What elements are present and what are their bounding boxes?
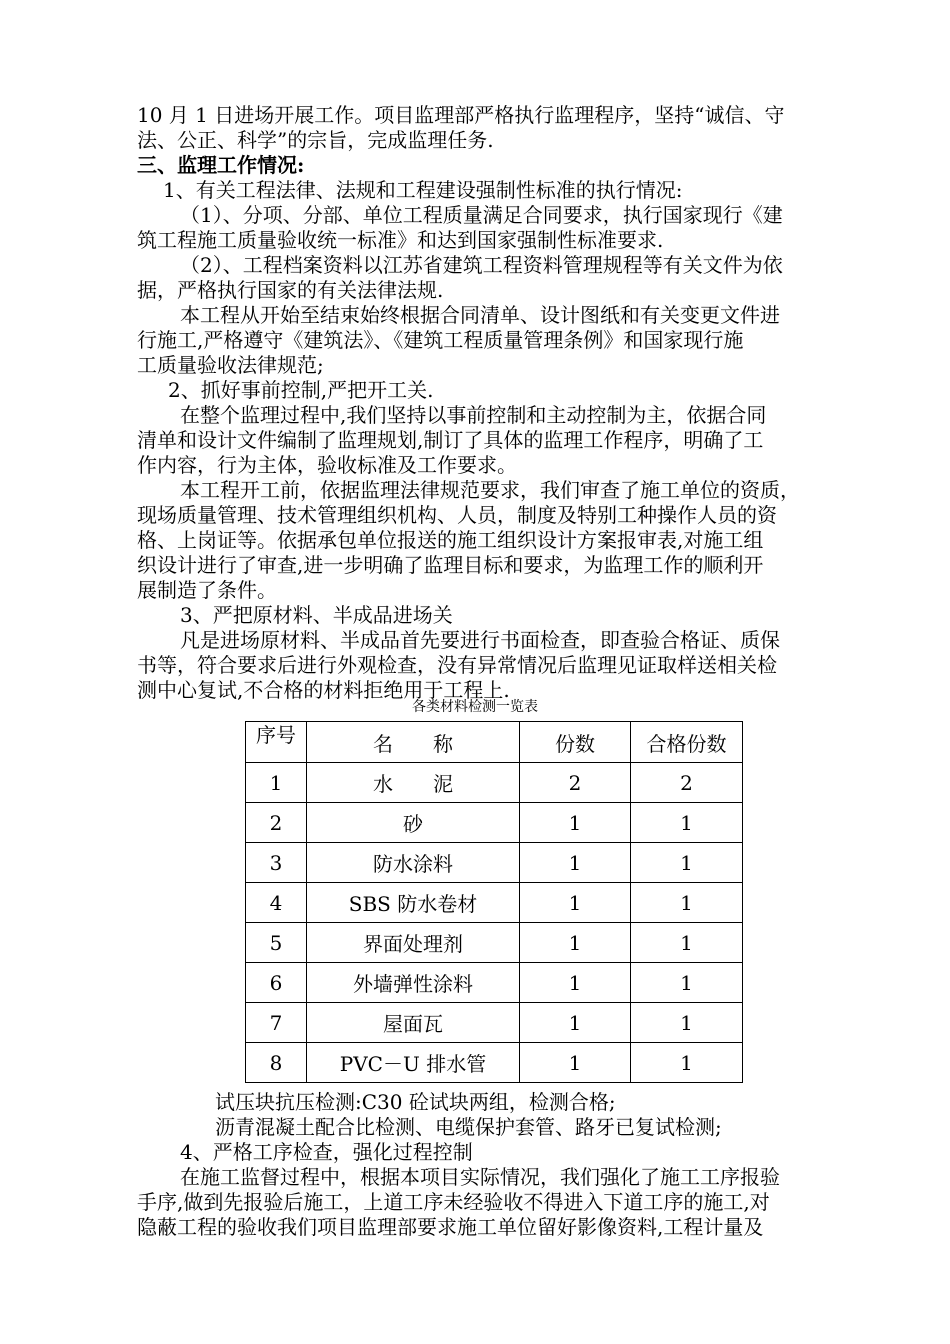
cell-count: 1: [520, 1003, 631, 1043]
table-row: [246, 763, 743, 803]
cell-count: 1: [520, 1043, 631, 1083]
text-line: 书等，符合要求后进行外观检查，没有异常情况后监理见证取样送相关检: [137, 653, 777, 677]
cell-count: 1: [520, 883, 631, 923]
text-line: 工质量验收法律规范;: [137, 353, 324, 377]
cell-count: 1: [520, 923, 631, 963]
text-line: 法、公正、科学”的宗旨，完成监理任务.: [137, 128, 494, 152]
cell-serial: 2: [246, 803, 307, 843]
text-line: （2）、工程档案资料以江苏省建筑工程资料管理规程等有关文件为依: [180, 253, 783, 277]
text-line: 行施工,严格遵守《建筑法》、《建筑工程质量管理条例》和国家现行施: [137, 328, 744, 352]
text-line: 本工程从开始至结束始终根据合同清单、设计图纸和有关变更文件进: [180, 303, 780, 327]
cell-serial: 4: [246, 883, 307, 923]
text-line: 现场质量管理、技术管理组织机构、人员，制度及特别工种操作人员的资: [137, 503, 777, 527]
text-line: 凡是进场原材料、半成品首先要进行书面检查，即查验合格证、质保: [180, 628, 780, 652]
cell-count: 1: [520, 803, 631, 843]
cell-qualified-count: 1: [631, 923, 743, 963]
cell-serial: 3: [246, 843, 307, 883]
cell-serial: 8: [246, 1043, 307, 1083]
table-row: [246, 923, 743, 963]
text-line: 本工程开工前，依据监理法律规范要求，我们审查了施工单位的资质，: [180, 478, 800, 502]
subsection-heading: 4、严格工序检查，强化过程控制: [180, 1140, 473, 1164]
cell-serial: 6: [246, 963, 307, 1003]
table-row: [246, 963, 743, 1003]
materials-table: [245, 721, 743, 1083]
cell-qualified-count: 1: [631, 803, 743, 843]
table-header-row: [246, 722, 743, 763]
text-line: 筑工程施工质量验收统一标准》和达到国家强制性标准要求.: [137, 228, 664, 252]
text-line: 清单和设计文件编制了监理规划,制订了具体的监理工作程序，明确了工: [137, 428, 764, 452]
table-row: [246, 803, 743, 843]
cell-qualified-count: 1: [631, 1003, 743, 1043]
subsection-heading: 1、有关工程法律、法规和工程建设强制性标准的执行情况:: [163, 178, 683, 202]
cell-material-name: 水 泥: [307, 763, 520, 803]
cell-material-name: PVC－U 排水管: [307, 1043, 520, 1083]
cell-material-name: 防水涂料: [307, 843, 520, 883]
text-line: 织设计进行了审查,进一步明确了监理目标和要求，为监理工作的顺利开: [137, 553, 764, 577]
text-line: 作内容，行为主体，验收标准及工作要求。: [137, 453, 517, 477]
cell-material-name: 外墙弹性涂料: [307, 963, 520, 1003]
text-line: 测中心复试,不合格的材料拒绝用于工程上.: [137, 678, 510, 702]
subsection-heading: 3、严把原材料、半成品进场关: [180, 603, 453, 627]
cell-material-name: 界面处理剂: [307, 923, 520, 963]
text-line: 试压块抗压检测:C30 砼试块两组，检测合格;: [215, 1090, 616, 1114]
text-line: 10 月 1 日进场开展工作。项目监理部严格执行监理程序，坚持“诚信、守: [137, 103, 785, 127]
cell-serial: 7: [246, 1003, 307, 1043]
text-line: 沥青混凝土配合比检测、电缆保护套管、路牙已复试检测;: [215, 1115, 722, 1139]
cell-count: 2: [520, 763, 631, 803]
cell-serial: 1: [246, 763, 307, 803]
cell-count: 1: [520, 963, 631, 1003]
text-line: 隐蔽工程的验收我们项目监理部要求施工单位留好影像资料,工程计量及: [137, 1215, 764, 1239]
header-count: 份数: [520, 722, 631, 763]
header-serial-number: 序号: [246, 722, 307, 763]
text-line: 在施工监督过程中，根据本项目实际情况，我们强化了施工工序报验: [180, 1165, 780, 1189]
text-line: 据，严格执行国家的有关法律法规.: [137, 278, 444, 302]
header-name: 名 称: [307, 722, 520, 763]
cell-qualified-count: 1: [631, 843, 743, 883]
section-heading: 三、监理工作情况:: [137, 153, 305, 177]
cell-material-name: SBS 防水卷材: [307, 883, 520, 923]
cell-qualified-count: 2: [631, 763, 743, 803]
text-line: （1）、分项、分部、单位工程质量满足合同要求，执行国家现行《建: [180, 203, 783, 227]
header-qualified-count: 合格份数: [631, 722, 743, 763]
cell-material-name: 屋面瓦: [307, 1003, 520, 1043]
cell-count: 1: [520, 843, 631, 883]
text-line: 手序,做到先报验后施工，上道工序未经验收不得进入下道工序的施工,对: [137, 1190, 770, 1214]
text-line: 在整个监理过程中,我们坚持以事前控制和主动控制为主，依据合同: [180, 403, 767, 427]
text-line: 展制造了条件。: [137, 578, 277, 602]
cell-qualified-count: 1: [631, 1043, 743, 1083]
subsection-heading: 2、抓好事前控制,严把开工关.: [168, 378, 434, 402]
table-row: [246, 1003, 743, 1043]
cell-qualified-count: 1: [631, 883, 743, 923]
cell-serial: 5: [246, 923, 307, 963]
table-row: [246, 843, 743, 883]
table-row: [246, 1043, 743, 1083]
table-row: [246, 883, 743, 923]
table-caption: 各类材料检测一览表: [412, 699, 538, 715]
text-line: 格、上岗证等。依据承包单位报送的施工组织设计方案报审表,对施工组: [137, 528, 764, 552]
cell-qualified-count: 1: [631, 963, 743, 1003]
cell-material-name: 砂: [307, 803, 520, 843]
